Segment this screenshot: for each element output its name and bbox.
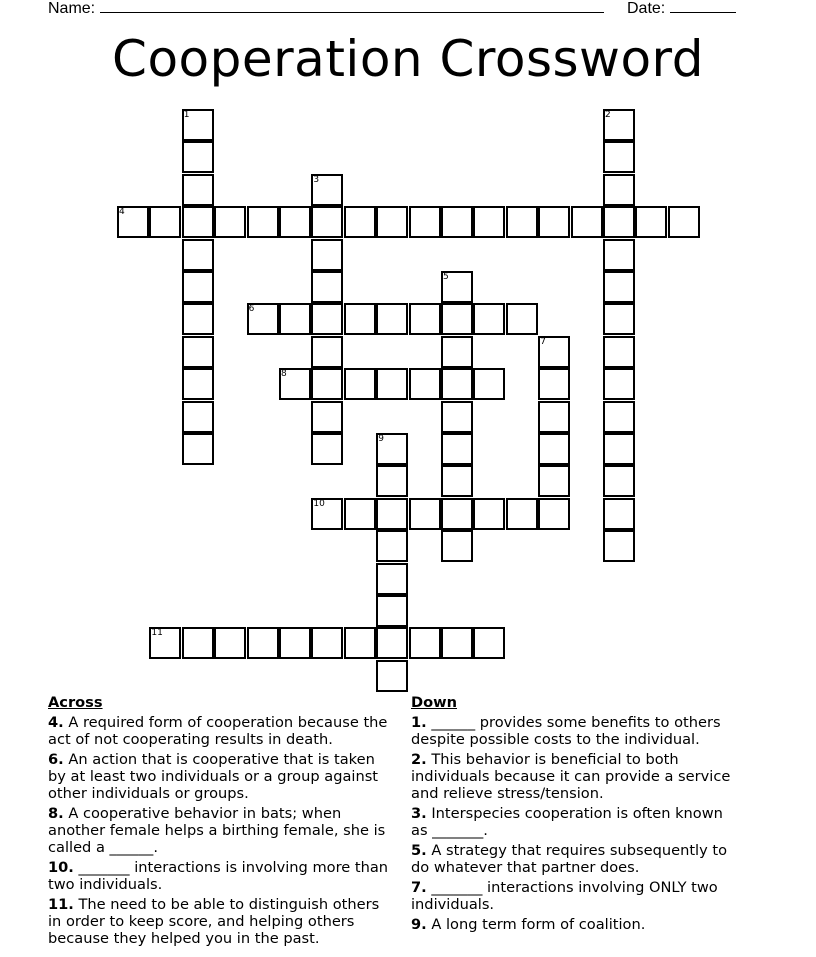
clue-number: 10. (48, 859, 74, 876)
grid-cell[interactable] (473, 303, 505, 335)
grid-cell[interactable] (506, 303, 538, 335)
grid-cell[interactable] (473, 627, 505, 659)
grid-cell[interactable] (538, 465, 570, 497)
grid-clue-number: 7 (540, 336, 546, 347)
grid-clue-number: 4 (119, 207, 125, 218)
grid-clue-number: 1 (183, 110, 190, 120)
grid-cell[interactable] (376, 465, 408, 497)
grid-cell[interactable] (603, 141, 635, 173)
date-label: Date: (627, 0, 666, 17)
grid-cell[interactable] (311, 271, 343, 303)
grid-cell[interactable] (344, 627, 376, 659)
grid-cell[interactable] (182, 303, 214, 335)
grid-cell[interactable] (344, 206, 376, 238)
grid-cell[interactable] (441, 336, 473, 368)
clue-text: ______ provides some benefits to others despite possible costs to the individual. (411, 714, 721, 748)
grid-cell[interactable] (182, 141, 214, 173)
grid-cell[interactable] (247, 627, 279, 659)
down-heading: Down (411, 694, 458, 711)
grid-cell[interactable] (182, 368, 214, 400)
grid-cell[interactable] (409, 498, 441, 530)
grid-cell[interactable] (441, 368, 473, 400)
grid-cell[interactable] (311, 368, 343, 400)
clue-across-4 (48, 714, 393, 748)
grid-cell[interactable] (538, 433, 570, 465)
grid-cell[interactable] (668, 206, 700, 238)
clue-number: 7. (411, 879, 427, 896)
grid-cell[interactable] (279, 303, 311, 335)
across-heading: Across (48, 694, 103, 711)
grid-cell[interactable] (409, 368, 441, 400)
grid-cell[interactable] (214, 206, 246, 238)
grid-cell[interactable] (441, 433, 473, 465)
grid-cell[interactable] (473, 368, 505, 400)
clue-down-9 (411, 916, 741, 933)
grid-cell[interactable] (376, 498, 408, 530)
grid-cell[interactable] (473, 498, 505, 530)
grid-cell[interactable] (311, 627, 343, 659)
clue-across-10 (48, 859, 393, 893)
grid-cell[interactable] (603, 206, 635, 238)
grid-cell[interactable] (182, 401, 214, 433)
grid-cell[interactable] (506, 206, 538, 238)
grid-clue-number: 11 (151, 628, 163, 639)
clue-text: _______ interactions involving ONLY two individuals. (411, 879, 718, 913)
grid-cell[interactable] (182, 174, 214, 206)
clue-text: The need to be able to distinguish others in order to keep score, and helping others because they helped you in the past. (48, 896, 380, 947)
grid-cell[interactable] (441, 303, 473, 335)
clue-text: A cooperative behavior in bats; when another female helps a birthing female, she is called a ______. (48, 805, 386, 856)
grid-cell[interactable] (376, 660, 408, 692)
grid-cell[interactable] (376, 563, 408, 595)
grid-cell[interactable] (376, 303, 408, 335)
grid-cell[interactable] (441, 401, 473, 433)
grid-cell[interactable] (603, 271, 635, 303)
grid-cell[interactable] (182, 336, 214, 368)
grid-cell[interactable] (344, 498, 376, 530)
grid-clue-number: 8 (281, 369, 287, 380)
grid-cell[interactable] (603, 336, 635, 368)
grid-clue-number: 3 (313, 174, 320, 185)
clue-number: 1. (411, 714, 427, 731)
grid-clue-number: 9 (378, 434, 384, 444)
grid-clue-number: 5 (443, 272, 449, 282)
grid-cell[interactable] (506, 498, 538, 530)
grid-cell[interactable] (538, 498, 570, 530)
grid-cell[interactable] (149, 206, 181, 238)
clue-across-11 (48, 896, 393, 947)
grid-cell[interactable] (376, 368, 408, 400)
grid-cell[interactable] (441, 530, 473, 562)
grid-clue-number: 6 (248, 304, 255, 315)
grid-cell[interactable] (409, 303, 441, 335)
grid-cell[interactable] (473, 206, 505, 238)
grid-cell[interactable] (344, 303, 376, 335)
grid-cell[interactable] (603, 433, 635, 465)
grid-cell[interactable] (538, 368, 570, 400)
grid-cell[interactable] (279, 206, 311, 238)
grid-cell[interactable] (603, 498, 635, 530)
grid-cell[interactable] (441, 206, 473, 238)
grid-cell[interactable] (311, 336, 343, 368)
grid-cell[interactable] (311, 206, 343, 238)
grid-cell[interactable] (441, 498, 473, 530)
grid-cell[interactable] (603, 465, 635, 497)
across-clues (48, 694, 393, 950)
grid-cell[interactable] (182, 271, 214, 303)
clue-number: 5. (411, 842, 427, 859)
grid-cell[interactable] (376, 595, 408, 627)
grid-cell[interactable] (538, 206, 570, 238)
grid-cell[interactable] (344, 368, 376, 400)
grid-cell[interactable] (571, 206, 603, 238)
grid-cell[interactable] (409, 627, 441, 659)
clue-text: A strategy that requires subsequently to do whatever that partner does. (411, 842, 728, 876)
clue-number: 6. (48, 751, 64, 768)
grid-cell[interactable] (409, 206, 441, 238)
down-clues (411, 694, 741, 936)
grid-cell[interactable] (538, 401, 570, 433)
grid-cell[interactable] (311, 239, 343, 271)
page-title: Cooperation Crossword (112, 30, 704, 88)
grid-cell[interactable] (603, 239, 635, 271)
clue-number: 9. (411, 916, 427, 933)
grid-cell[interactable] (182, 627, 214, 659)
clue-down-7 (411, 879, 741, 913)
grid-cell[interactable] (635, 206, 667, 238)
grid-cell[interactable] (182, 239, 214, 271)
grid-cell[interactable] (311, 433, 343, 465)
clue-down-2 (411, 751, 741, 802)
grid-cell[interactable] (603, 530, 635, 562)
grid-cell[interactable] (441, 465, 473, 497)
grid-cell[interactable] (247, 206, 279, 238)
clue-text: A long term form of coalition. (431, 916, 646, 933)
name-label: Name: (48, 0, 96, 17)
grid-cell[interactable] (603, 303, 635, 335)
clue-number: 3. (411, 805, 427, 822)
clue-number: 2. (411, 751, 427, 768)
clue-across-8 (48, 805, 393, 856)
grid-cell[interactable] (311, 303, 343, 335)
grid-clue-number: 2 (605, 110, 611, 120)
clue-text: Interspecies cooperation is often known as _______. (411, 805, 723, 839)
clue-text: A required form of cooperation because the act of not cooperating results in death. (48, 714, 388, 748)
clue-text: This behavior is beneficial to both individuals because it can provide a service and relieve stress/tension. (411, 751, 731, 802)
grid-cell[interactable] (311, 401, 343, 433)
grid-cell[interactable] (603, 401, 635, 433)
clue-down-3 (411, 805, 741, 839)
clue-across-6 (48, 751, 393, 802)
grid-cell[interactable] (441, 627, 473, 659)
grid-cell[interactable] (376, 627, 408, 659)
clue-number: 8. (48, 805, 64, 822)
grid-cell[interactable] (603, 368, 635, 400)
grid-cell[interactable] (214, 627, 246, 659)
grid-cell[interactable] (182, 206, 214, 238)
clue-text: An action that is cooperative that is taken by at least two individuals or a group against other individuals or groups. (48, 751, 379, 802)
clue-number: 4. (48, 714, 64, 731)
grid-clue-number: 10 (313, 498, 325, 509)
grid-cell[interactable] (376, 206, 408, 238)
grid-cell[interactable] (603, 174, 635, 206)
grid-cell[interactable] (182, 433, 214, 465)
clue-down-1 (411, 714, 741, 748)
grid-cell[interactable] (376, 530, 408, 562)
clue-down-5 (411, 842, 741, 876)
grid-cell[interactable] (279, 627, 311, 659)
clue-text: _______ interactions is involving more than two individuals. (48, 859, 389, 893)
clue-number: 11. (48, 896, 74, 913)
